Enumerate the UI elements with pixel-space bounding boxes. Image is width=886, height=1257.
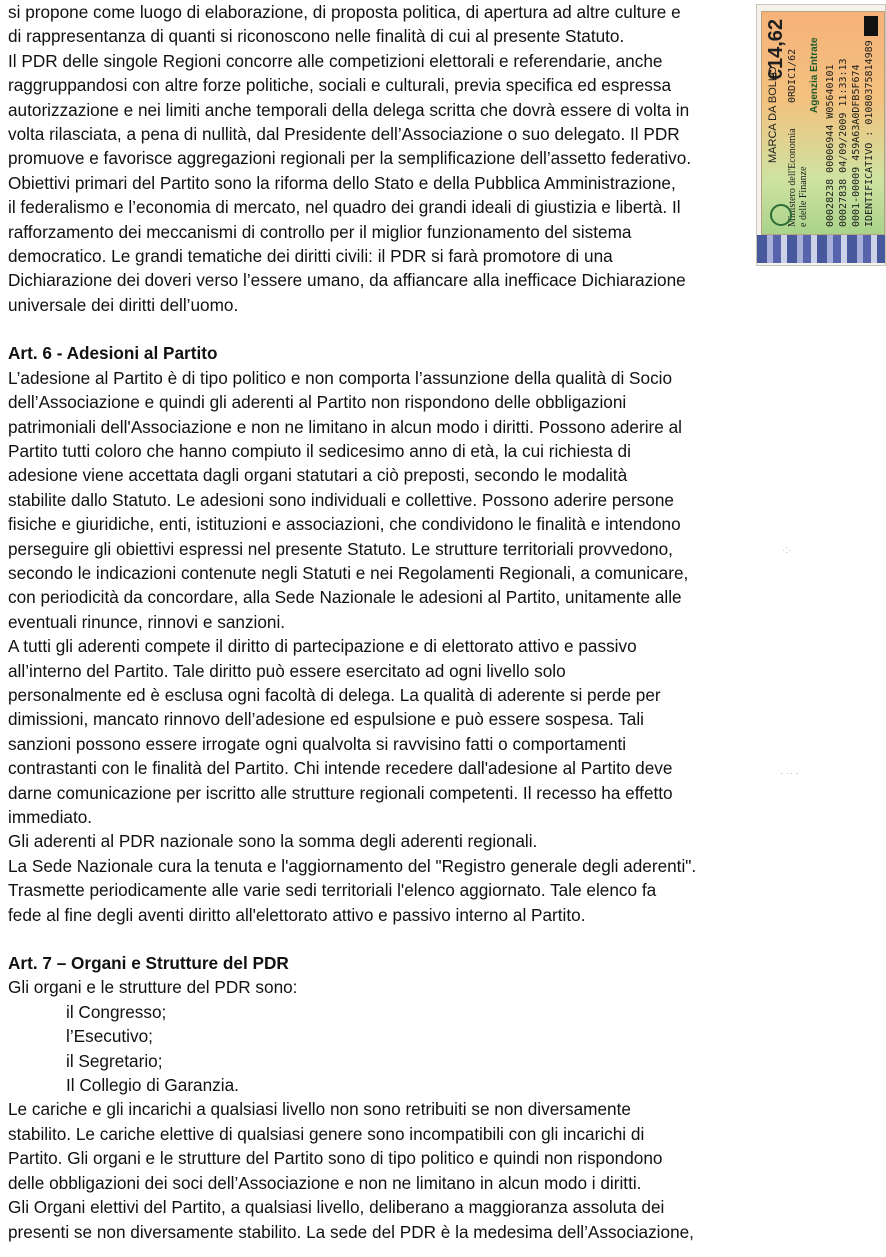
art7-heading: Art. 7 – Organi e Strutture del PDR — [8, 953, 289, 974]
stamp-price: €14,62 — [765, 19, 787, 81]
text-line: Trasmette periodicamente alle varie sedi territoriali l'elenco aggiornato. Tale elenco fa — [8, 880, 657, 901]
text-line: Gli Organi elettivi del Partito, a qualsiasi livello, deliberano a maggioranza assoluta dei — [8, 1197, 665, 1218]
text-line: Partito tutti coloro che hanno compiuto il sedicesimo anno di età, la cui richiesta di — [8, 440, 631, 461]
scan-speck: ·:· — [782, 545, 792, 556]
art6-heading: Art. 6 - Adesioni al Partito — [8, 343, 218, 364]
art7-intro: Gli organi e le strutture del PDR sono: — [8, 977, 298, 998]
art7-body — [8, 1097, 748, 1243]
stamp-code-line: 0001-00009 459A63A0DFB5F674 — [851, 64, 862, 227]
text-line: raggruppandosi con altre forze politiche, sociali e culturali, previa specifica ed espressa — [8, 75, 672, 96]
text-line: L’adesione al Partito è di tipo politico e non comporta l’assunzione della qualità di Socio — [8, 367, 673, 388]
stamp-extra: 0RDIC1/62 — [787, 48, 798, 103]
text-line: promuove e favorisce aggregazioni regionali per la semplificazione dell’assetto federativo. — [8, 148, 692, 169]
stamp-agency: Agenzia Entrate — [809, 37, 820, 113]
text-line: patrimoniali dell'Associazione e non ne limitano in alcun modo i diritti. Possono aderire al — [8, 416, 682, 437]
art7-organ-list — [8, 1000, 748, 1098]
text-line: presenti se non diversamente stabilito. La sede del PDR è la medesima dell’Associazione, — [8, 1221, 694, 1242]
text-line: fisiche e giuridiche, enti, istituzioni e associazioni, che condividono le finalità e intendono — [8, 514, 681, 535]
text-line: dimissioni, mancato rinnovo dell’adesione ed espulsione e può essere sospesa. Tali — [8, 709, 645, 730]
stamp-issuer-1: Ministero dell'Economia — [787, 128, 798, 227]
text-line: secondo le indicazioni contenute negli Statuti e nei Regolamenti Regionali, a comunicare, — [8, 562, 689, 583]
stamp-title: MARCA DA BOLLO — [767, 66, 779, 163]
text-line: perseguire gli obiettivi espressi nel presente Statuto. Le strutture territoriali provvedono, — [8, 538, 673, 559]
text-line: Obiettivi primari del Partito sono la riforma dello Stato e della Pubblica Amministrazione, — [8, 172, 676, 193]
document-page — [8, 0, 748, 1244]
text-line: personalmente ed è esclusa ogni facoltà di delega. La qualità di aderente si perde per — [8, 684, 661, 705]
text-line: universale dei diritti dell’uomo. — [8, 294, 239, 315]
text-line: adesione viene accettata dagli organi statutari a ciò preposti, secondo le modalità — [8, 465, 628, 486]
stamp-face — [761, 11, 885, 235]
text-line: si propone come luogo di elaborazione, di proposta politica, di apertura ad altre culture e — [8, 2, 681, 22]
stamp-code-line: 00027838 04/09/2009 11:33:13 — [838, 58, 849, 227]
text-line: Il PDR delle singole Regioni concorre alle competizioni elettorali e referendarie, anche — [8, 50, 663, 71]
art6-body — [8, 366, 748, 927]
text-line: di rappresentanza di quanti si riconoscono nelle finalità di cui al presente Statuto. — [8, 26, 625, 47]
text-line: contrastanti con le finalità del Partito. Chi intende recedere dall'adesione al Partito deve — [8, 758, 673, 779]
text-line: volta rilasciata, a pena di nullità, dal Presidente dell’Associazione o suo delegato. Il PDR — [8, 124, 680, 145]
text-line: eventuali rinunce, rinnovi e sanzioni. — [8, 611, 286, 632]
text-line: autorizzazione e nei limiti anche temporali della delega scritta che dovrà essere di volta in — [8, 99, 690, 120]
text-line: il federalismo e l’economia di mercato, nel quadro dei grandi ideali di giustizia e libertà. Il — [8, 197, 681, 218]
text-line: stabilite dallo Statuto. Le adesioni sono individuali e collettive. Possono aderire persone — [8, 489, 674, 510]
text-line: all’interno del Partito. Tale diritto può essere esercitato ad ogni livello solo — [8, 660, 566, 681]
organ-list-item: il Segretario; — [66, 1050, 163, 1071]
revenue-stamp — [756, 4, 886, 266]
stamp-code-line: IDENTIFICATIVO : 01080375814989 — [864, 40, 875, 227]
intro-paragraph — [8, 0, 748, 317]
stamp-code-line: 00028238 00006944 W05640101 — [825, 64, 836, 227]
text-line: fede al fine degli aventi diritto all'elettorato attivo e passivo interno al Partito. — [8, 904, 586, 925]
text-line: sanzioni possono essere irrogate ogni qualvolta si ravvisino fatti o comportamenti — [8, 733, 627, 754]
barcode-icon — [864, 16, 878, 36]
scan-speck: · ·· · — [780, 768, 799, 779]
text-line: darne comunicazione per iscritto alle strutture regionali competenti. Il recesso ha effetto — [8, 782, 673, 803]
text-line: La Sede Nazionale cura la tenuta e l'aggiornamento del "Registro generale degli aderenti". — [8, 855, 697, 876]
text-line: Partito. Gli organi e le strutture del Partito sono di tipo politico e quindi non rispondono — [8, 1148, 663, 1169]
text-line: A tutti gli aderenti compete il diritto di partecipazione e di elettorato attivo e passivo — [8, 636, 637, 657]
text-line: stabilito. Le cariche elettive di qualsiasi genere sono incompatibili con gli incarichi di — [8, 1123, 645, 1144]
organ-list-item: l’Esecutivo; — [66, 1026, 153, 1047]
text-line: democratico. Le grandi tematiche dei diritti civili: il PDR si farà promotore di una — [8, 246, 613, 267]
republic-emblem-icon — [770, 204, 792, 226]
text-line: dell’Associazione e quindi gli aderenti al Partito non rispondono delle obbligazioni — [8, 392, 627, 413]
stamp-hologram-strip — [757, 235, 885, 263]
text-line: con periodicità da concordare, alla Sede Nazionale le adesioni al Partito, unitamente alle — [8, 587, 682, 608]
organ-list-item: Il Collegio di Garanzia. — [66, 1075, 239, 1096]
text-line: immediato. — [8, 807, 93, 827]
stamp-issuer-2: e delle Finanze — [798, 166, 809, 227]
text-line: Dichiarazione dei doveri verso l’essere umano, da affiancare alla inefficace Dichiarazione — [8, 270, 686, 291]
text-line: rafforzamento dei meccanismi di controllo per il miglior funzionamento del sistema — [8, 221, 632, 242]
text-line: Le cariche e gli incarichi a qualsiasi livello non sono retribuiti se non diversamente — [8, 1099, 631, 1120]
text-line: delle obbligazioni dei soci dell’Associazione e non ne limitano in alcun modo i diritti. — [8, 1172, 642, 1193]
text-line: Gli aderenti al PDR nazionale sono la somma degli aderenti regionali. — [8, 831, 538, 852]
organ-list-item: il Congresso; — [66, 1001, 167, 1022]
